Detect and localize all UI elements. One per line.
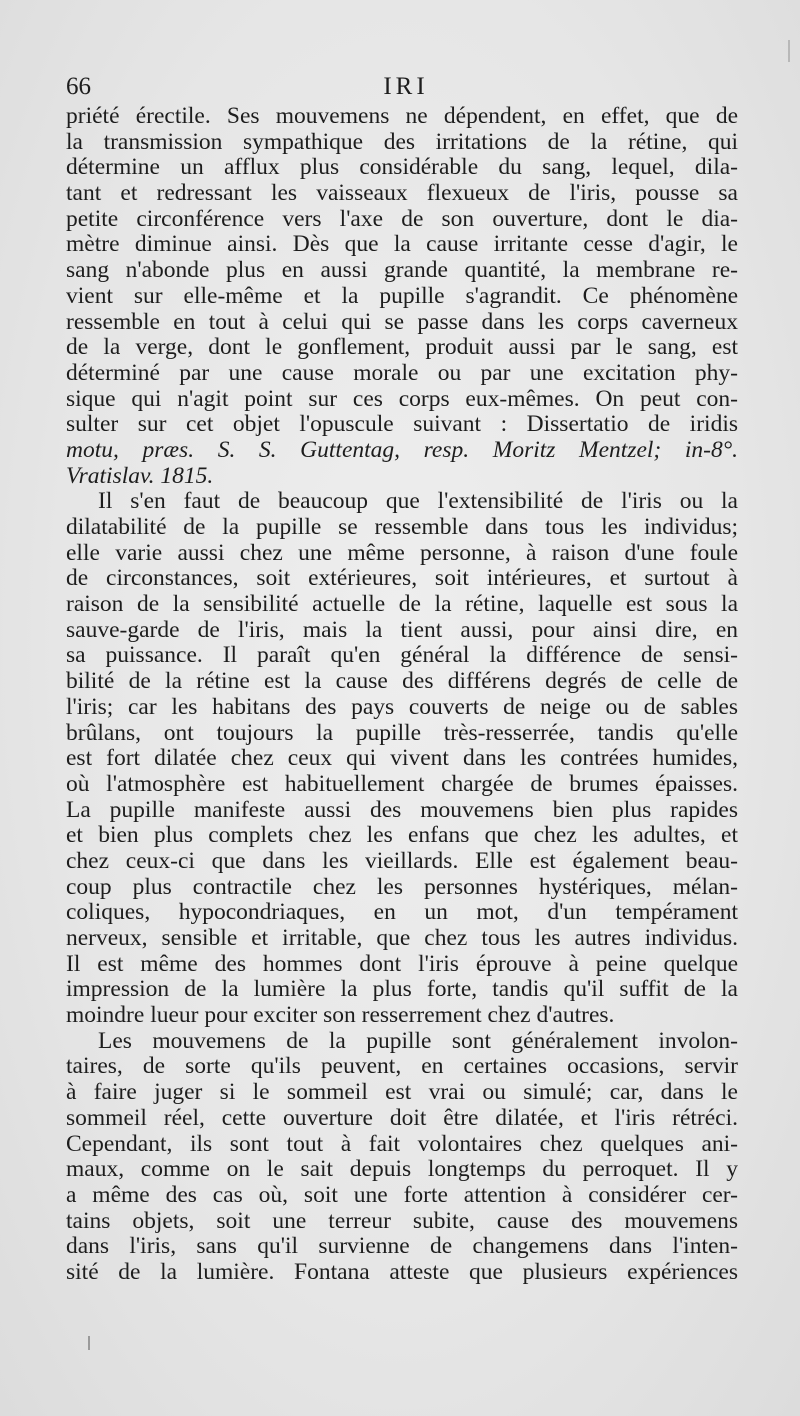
text-line: taires, de sorte qu'ils peuvent, en certaines occasions, servir <box>66 1053 738 1080</box>
text-line: sité de la lumière. Fontana atteste que plusieurs expériences <box>66 1258 738 1285</box>
text-line: La pupille manifeste aussi des mouvemens bien plus rapides <box>66 796 738 823</box>
text-line: de circonstances, soit extérieures, soit intérieures, et surtout à <box>66 565 738 592</box>
text-line: coup plus contractile chez les personnes hystériques, mélan- <box>66 873 738 900</box>
text-line: sique qui n'agit point sur ces corps eux-mêmes. On peut con- <box>66 385 738 412</box>
text-line: tant et redressant les vaisseaux flexueux de l'iris, pousse sa <box>66 180 738 207</box>
text-line: sulter sur cet objet l'opuscule suivant : Dissertatio de iridis <box>66 411 738 438</box>
text-line: Il est même des hommes dont l'iris éprouve à peine quelque <box>66 950 738 977</box>
text-line: coliques, hypocondriaques, en un mot, d'un tempérament <box>66 899 738 926</box>
text-line: priété érectile. Ses mouvemens ne dépendent, en effet, que de <box>66 103 738 129</box>
text-line: nerveux, sensible et irritable, que chez tous les autres individus. <box>66 925 738 951</box>
text-line: elle varie aussi chez une même personne, à raison d'une foule <box>66 539 738 566</box>
text-line: mètre diminue ainsi. Dès que la cause irritante cesse d'agir, le <box>66 231 738 258</box>
text-line: bilité de la rétine est la cause des différens degrés de celle de <box>66 668 738 695</box>
text-line: a même des cas où, soit une forte attention à considérer cer- <box>66 1181 738 1208</box>
text-line: raison de la sensibilité actuelle de la rétine, laquelle est sous la <box>66 591 738 618</box>
text-line: vient sur elle-même et la pupille s'agrandit. Ce phénomène <box>66 282 738 309</box>
text-line: dans l'iris, sans qu'il survienne de changemens dans l'inten- <box>66 1233 738 1260</box>
text-line: l'iris; car les habitans des pays couverts de neige ou de sables <box>66 693 738 720</box>
text-line: Cependant, ils sont tout à fait volontaires chez quelques ani- <box>66 1130 738 1157</box>
text-line: motu, præs. S. S. Guttentag, resp. Moritz Mentzel; in-8°. <box>66 436 738 463</box>
text-line: la transmission sympathique des irritations de la rétine, qui <box>66 128 738 155</box>
text-line: sommeil réel, cette ouverture doit être dilatée, et l'iris rétréci. <box>66 1104 738 1131</box>
page-number: 66 <box>66 73 91 100</box>
text-line: sang n'abonde plus en aussi grande quantité, la membrane re- <box>66 257 738 284</box>
paper-speck <box>788 40 790 62</box>
text-line: et bien plus complets chez les enfans que chez les adultes, et <box>66 822 738 849</box>
text-line: impression de la lumière la plus forte, tandis qu'il suffit de la <box>66 976 738 1003</box>
text-line: moindre lueur pour exciter son resserrement chez d'autres. <box>66 1002 615 1029</box>
text-line: est fort dilatée chez ceux qui vivent dans les contrées humides, <box>66 745 738 772</box>
page-header <box>66 72 746 104</box>
text-line: où l'atmosphère est habituellement chargée de brumes épaisses. <box>66 770 738 797</box>
text-line: Il s'en faut de beaucoup que l'extensibilité de l'iris ou la <box>98 488 738 515</box>
text-line: Les mouvemens de la pupille sont généralement involon- <box>98 1027 738 1054</box>
text-line: de la verge, dont le gonflement, produit aussi par le sang, est <box>66 334 738 361</box>
text-line: déterminé par une cause morale ou par une excitation phy- <box>66 359 738 386</box>
text-line: brûlans, ont toujours la pupille très-resserrée, tandis qu'elle <box>66 719 738 746</box>
text-line: sauve-garde de l'iris, mais la tient aussi, pour ainsi dire, en <box>66 616 738 643</box>
text-line: maux, comme on le sait depuis longtemps du perroquet. Il y <box>66 1156 738 1183</box>
text-line: ressemble en tout à celui qui se passe dans les corps caverneux <box>66 308 738 335</box>
text-line: dilatabilité de la pupille se ressemble dans tous les individus; <box>66 514 738 540</box>
text-line: petite circonférence vers l'axe de son ouverture, dont le dia- <box>66 205 738 232</box>
running-head: IRI <box>383 73 429 100</box>
body-text <box>66 104 738 1286</box>
text-line: chez ceux-ci que dans les vieillards. Elle est également beau- <box>66 847 738 874</box>
text-line: tains objets, soit une terreur subite, cause des mouvemens <box>66 1207 738 1234</box>
paper-speck <box>88 1336 90 1350</box>
text-line: détermine un afflux plus considérable du sang, lequel, dila- <box>66 154 738 181</box>
text-line: Vratislav. 1815. <box>66 462 214 489</box>
text-line: sa puissance. Il paraît qu'en général la différence de sensi- <box>66 642 738 669</box>
text-line: à faire juger si le sommeil est vrai ou simulé; car, dans le <box>66 1079 738 1106</box>
